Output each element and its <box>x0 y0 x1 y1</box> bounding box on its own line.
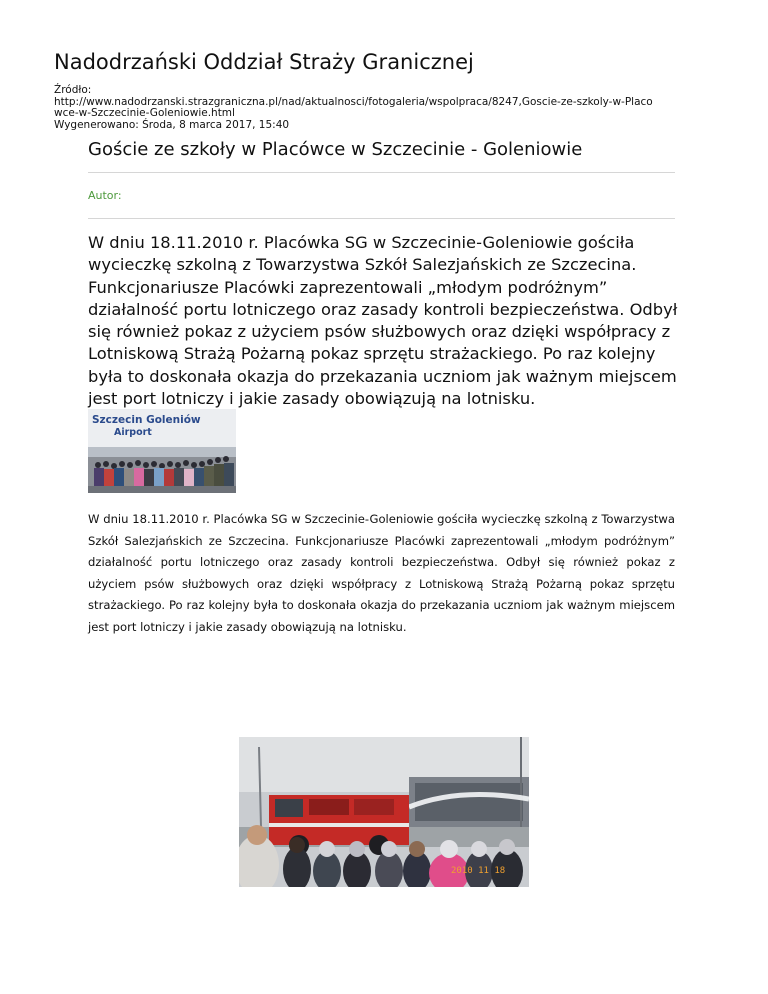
source-url-line-1[interactable]: http://www.nadodrzanski.strazgraniczna.pl/nad/aktualnosci/fotogaleria/wspolpraca/8247,Goscie-ze-szkoly-w-Placo <box>54 95 653 108</box>
airport-group-photo-image <box>88 409 236 493</box>
author-label: Autor: <box>88 189 122 202</box>
fire-truck-photo[interactable] <box>239 737 529 887</box>
divider <box>88 172 675 173</box>
article-body: W dniu 18.11.2010 r. Placówka SG w Szczecinie-Goleniowie gościła wycieczkę szkolną z Towarzystwa Szkół Salezjańskich ze Szczecina. Funkcjonariusze Placówki zaprezentowali „młodym podróżnym” działalność portu lotniczego oraz zasady kontroli bezpieczeństwa. Odbył się również pokaz z użyciem psów służbowych oraz dzięki współpracy z Lotniskową Strażą Pożarną pokaz sprzętu strażackiego. Po raz kolejny była to doskonała okazja do przekazania uczniom jak ważnym miejscem jest port lotniczy i jakie zasady obowiązują na lotnisku. <box>88 512 675 634</box>
generated-timestamp: Wygenerowano: Środa, 8 marca 2017, 15:40 <box>54 118 290 131</box>
fire-truck-photo-image <box>239 737 529 887</box>
article-title: Goście ze szkoły w Placówce w Szczecinie - Goleniowie <box>88 139 583 160</box>
divider <box>88 218 675 219</box>
photo-timestamp: 2010 11 18 <box>451 866 506 876</box>
source-url-line-2[interactable]: wce-w-Szczecinie-Goleniowie.html <box>54 107 235 119</box>
airport-group-photo[interactable] <box>88 409 236 493</box>
airport-sign-line-2: Airport <box>114 427 152 438</box>
site-title: Nadodrzański Oddział Straży Granicznej <box>54 50 474 74</box>
source-label: Źródło: <box>54 84 92 96</box>
article-lead: W dniu 18.11.2010 r. Placówka SG w Szczecinie-Goleniowie gościła wycieczkę szkolną z Towarzystwa Szkół Salezjańskich ze Szczecina. Funkcjonariusze Placówki zaprezentowali „młodym podróżnym” działalność portu lotniczego oraz zasady kontroli bezpieczeństwa. Odbył się również pokaz z użyciem psów służbowych oraz dzięki współpracy z Lotniskową Strażą Pożarną pokaz sprzętu strażackiego. Po raz kolejny była to doskonała okazja do przekazania uczniom jak ważnym miejscem jest port lotniczy i jakie zasady obowiązują na lotnisku. <box>88 233 678 409</box>
source-meta <box>54 85 724 131</box>
airport-sign-line-1: Szczecin Goleniów <box>92 414 201 426</box>
